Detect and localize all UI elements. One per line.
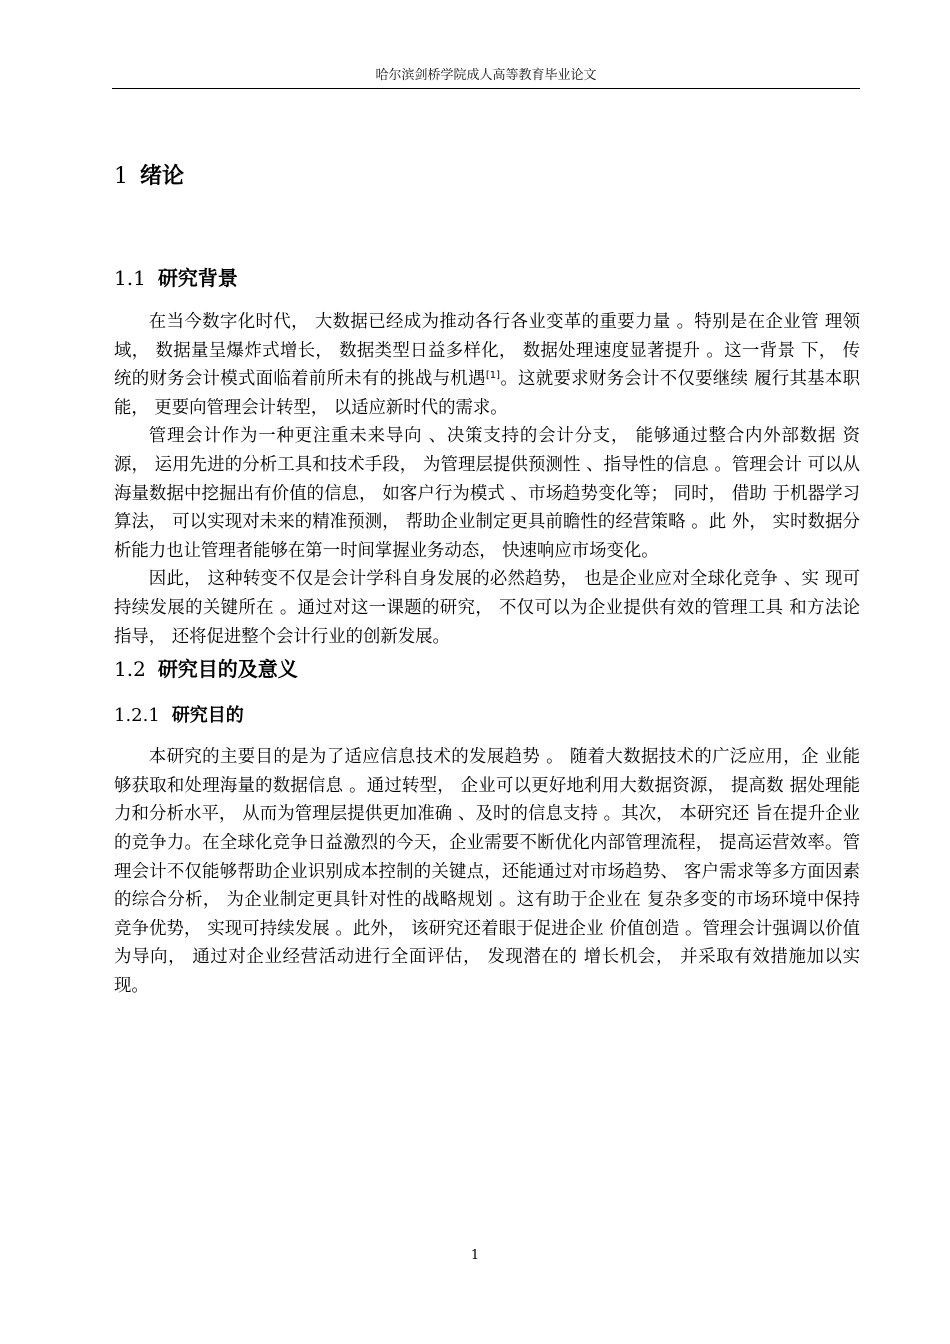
section-heading-1-2 [114,655,860,683]
subsection-number: 1.2.1 [114,705,160,727]
chapter-title: 绪论 [140,164,185,189]
paragraph-text: 在当今数字化时代， 大数据已经成为推动各行各业变革的重要力量 。特别是在企业管 理领域， 数据量呈爆炸式增长， 数据类型日益多样化， 数据处理速度显著提升 。这一背景 下， 传统的财务会计模式面临着前所未有的挑战与机遇 [114,312,860,390]
section-heading-1-1 [114,264,860,292]
running-header: 哈尔滨剑桥学院成人高等教育毕业论文 [375,68,597,83]
objective-paragraph: 本研究的主要目的是为了适应信息技术的发展趋势 。 随着大数据技术的广泛应用，企 业能够获取和处理海量的数据信息 。通过转型， 企业可以更好地利用大数据资源， 提高数 据处理能力和分析水平， 从而为管理层提供更加准确 、及时的信息支持 。其次， 本研究还 旨在提升企业的竞争力。在全球化竞争日益激烈的今天，企业需要不断优化内部管理流程， 提高运营效率。管理会计不仅能够帮助企业识别成本控制的关键点，还能通过对市场趋势、 客户需求等多方面因素的综合分析， 为企业制定更具针对性的战略规划 。这有助于企业在 复杂多变的市场环境中保持竞争优势， 实现可持续发展 。此外， 该研究还着眼于促进企业 价值创造 。管理会计强调以价值为导向， 通过对企业经营活动进行全面评估， 发现潜在的 增长机会， 并采取有效措施加以实现。 [114,747,860,996]
background-paragraph-2: 管理会计作为一种更注重未来导向 、决策支持的会计分支， 能够通过整合内外部数据 资源， 运用先进的分析工具和技术手段， 为管理层提供预测性 、指导性的信息 。管理会计 可以从海量数据中挖掘出有价值的信息， 如客户行为模式 、市场趋势变化等； 同时， 借助 于机器学习算法， 可以实现对未来的精准预测， 帮助企业制定更具前瞻性的经营策略 。此 外， 实时数据分析能力也让管理者能够在第一时间掌握业务动态， 快速响应市场变化。 [114,426,860,561]
citation-ref[interactable]: [1] [485,370,501,382]
chapter-heading [114,162,860,192]
section-number: 1.2 [114,657,146,682]
section-number: 1.1 [114,266,146,290]
page-content [114,150,860,1000]
subsection-heading-1-2-1 [114,703,860,729]
paragraph-text: 。这就要求财务会计不仅要继续 履行其基本职能， 更要向管理会计转型， 以适应新时代的需求。 [114,369,860,418]
section-title: 研究背景 [157,266,238,290]
chapter-number: 1 [114,164,128,189]
section-title: 研究目的及意义 [157,657,298,682]
subsection-title: 研究目的 [171,705,244,727]
background-paragraph-3: 因此， 这种转变不仅是会计学科自身发展的必然趋势， 也是企业应对全球化竞争 、实 现可持续发展的关键所在 。通过对这一课题的研究， 不仅可以为企业提供有效的管理工具 和方法论指导， 还将促进整个会计行业的创新发展。 [114,569,860,647]
background-paragraph-1 [114,308,860,422]
header-rule [112,88,860,89]
page-number: 1 [470,1248,480,1263]
